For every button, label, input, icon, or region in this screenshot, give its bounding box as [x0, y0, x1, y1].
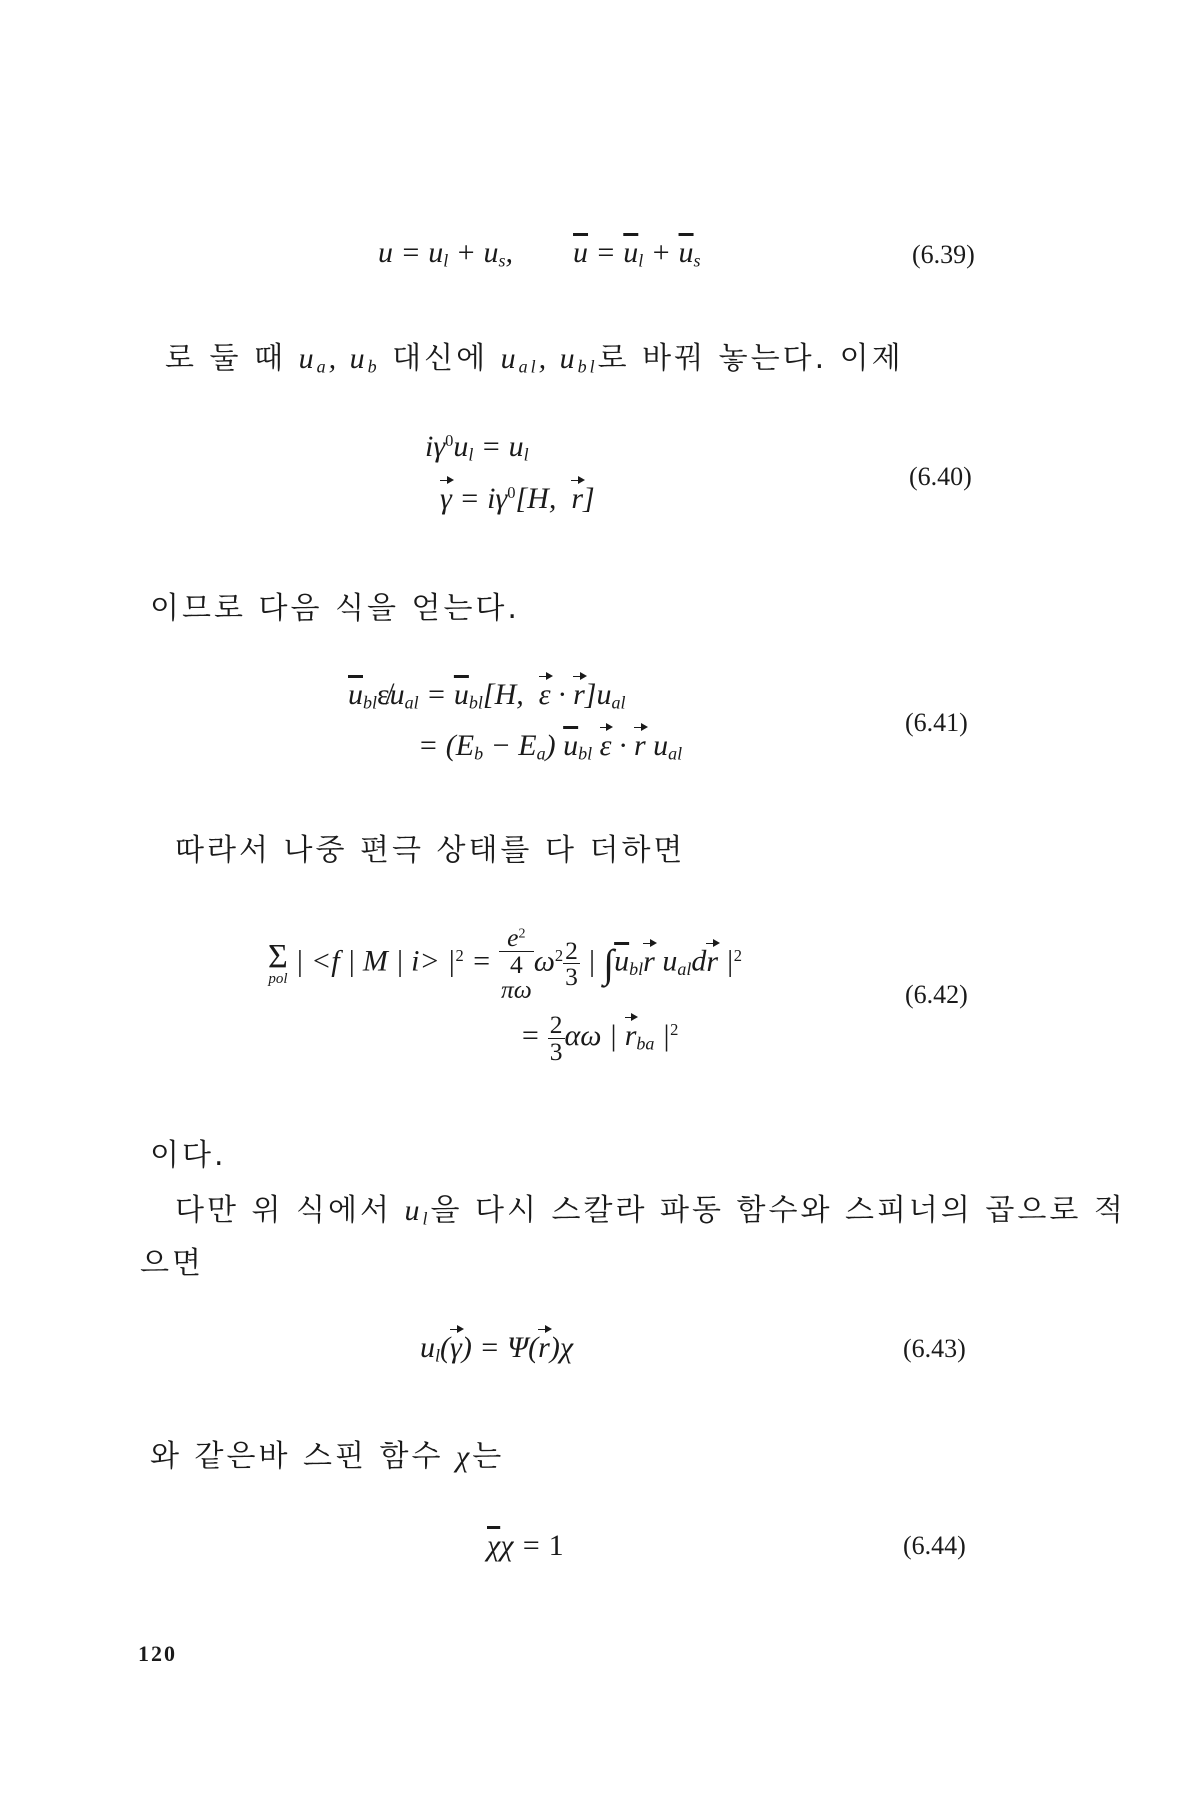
equation-number-6-39: (6.39): [912, 240, 975, 269]
paragraph-6: 와 같은바 스핀 함수 χ는: [150, 1439, 505, 1474]
equation-6-41-line1: $\overline{u}_{bl}\varepsilon̸u_{al} = \overline{u}_{bl}[H$, $\varepsilon \cdot r]u_{al}$: [348, 678, 626, 713]
paragraph-4: 이다.: [150, 1138, 227, 1173]
equation-number-6-41: (6.41): [905, 708, 968, 737]
equation-6-42-line1: Σ pol | <f | M | $i> |^2$ = $e^2$ 4 πω $\omega^2$ $\frac{2}{3}$ | $\int\overline{u}_{bl}r$ $u_{al}dr$ $|^2$: [268, 923, 743, 1004]
paragraph-5-line1: 다만 위 식에서 $u_l$을 다시 스칼라 파동 함수와 스피너의 곱으로 적: [175, 1193, 1126, 1229]
para1-suffix: 로 바꿔 놓는다. 이제: [597, 341, 904, 376]
equation-6-44: $\overline{\chi}\chi = 1$: [487, 1529, 564, 1562]
para1-prefix: 로 둘 때: [165, 341, 287, 376]
equation-number-6-43: (6.43): [903, 1334, 966, 1363]
para5-prefix: 다만 위 식에서: [175, 1193, 392, 1228]
para6-suffix: 는: [472, 1439, 505, 1474]
equation-number-6-40: (6.40): [909, 462, 972, 491]
equation-6-40-line2: $\gamma = i\gamma^0[H$, r]: [440, 482, 595, 515]
paragraph-1: 로 둘 때 $u_a$, $u_b$ 대신에 $u_{al}$, $u_{bl}$로 바꿔 놓는다. 이제: [165, 341, 904, 377]
equation-6-42-line2: = $\frac{2}{3}$ αω | $r_{ba}$ $|^2$: [520, 1010, 679, 1066]
para1-mid: 대신에: [392, 341, 489, 376]
paragraph-3: 따라서 나중 편극 상태를 다 더하면: [175, 833, 686, 868]
equation-6-41-line2: = $(E_b - E_a)$ $\overline{u}_{bl}$ ε · r $u_{al}$: [418, 729, 683, 764]
equation-6-40-line1: $i\gamma^0u_l = u_l$: [425, 430, 529, 465]
equation-number-6-42: (6.42): [905, 980, 968, 1009]
para6-prefix: 와 같은바 스핀 함수: [150, 1439, 444, 1474]
equation-6-39: $u = u_l + u_s$, $\overline{u} = \overline{u}_l + \overline{u}_s$: [378, 236, 701, 271]
page-number: 120: [138, 1641, 177, 1666]
paragraph-5-line2: 으면: [140, 1246, 204, 1281]
paragraph-2: 이므로 다음 식을 얻는다.: [150, 591, 520, 626]
equation-number-6-44: (6.44): [903, 1531, 966, 1560]
para5-suffix: 을 다시 스칼라 파동 함수와 스피너의 곱으로 적: [430, 1193, 1126, 1228]
equation-6-43: $u_l(\gamma) = \Psi(r)\chi$: [420, 1331, 574, 1366]
